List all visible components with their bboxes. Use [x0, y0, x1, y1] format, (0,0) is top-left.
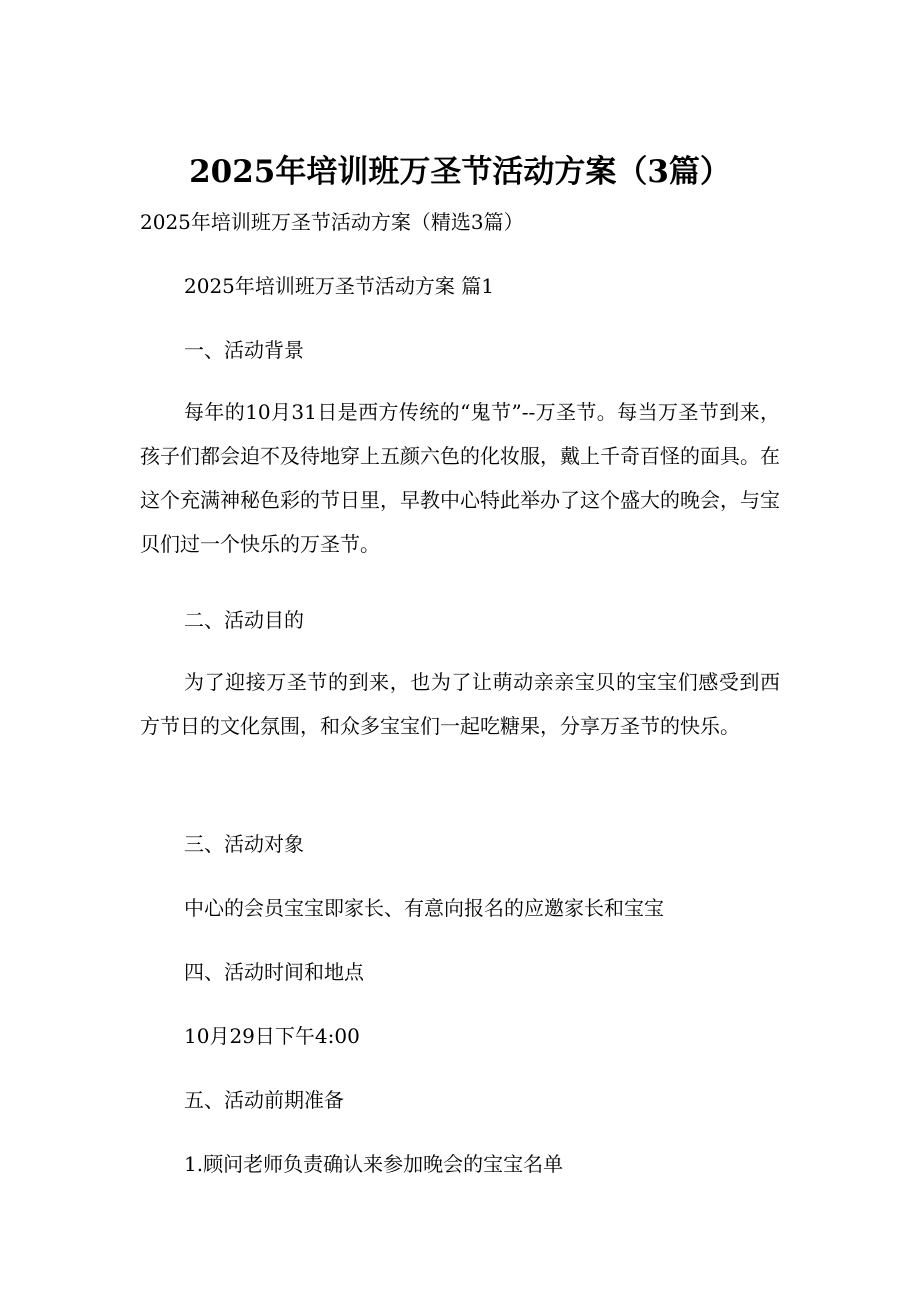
section-body-time-place: 10月29日下午4:00: [184, 1024, 360, 1048]
section-heading-purpose: 二、活动目的: [184, 608, 304, 632]
document-title: 2025年培训班万圣节活动方案（3篇）: [189, 154, 731, 190]
section-body-background: 每年的10月31日是西方传统的“鬼节”--万圣节。每当万圣节到来，孩子们都会迫不及待地穿上五颜六色的化妆服，戴上千奇百怪的面具。在这个充满神秘色彩的节日里，早教中心特此举办了这个盛大的晚会，与宝贝们过一个快乐的万圣节。: [140, 400, 780, 556]
section-heading-preparation: 五、活动前期准备: [184, 1088, 344, 1112]
document-subtitle: 2025年培训班万圣节活动方案（精选3篇）: [140, 210, 524, 234]
section-heading-audience: 三、活动对象: [184, 832, 304, 856]
section-body-audience: 中心的会员宝宝即家长、有意向报名的应邀家长和宝宝: [184, 896, 664, 920]
section-heading-time-place: 四、活动时间和地点: [184, 960, 364, 984]
section-body-purpose: 为了迎接万圣节的到来，也为了让萌动亲亲宝贝的宝宝们感受到西方节日的文化氛围，和众多宝宝们一起吃糖果，分享万圣节的快乐。: [140, 670, 780, 738]
preparation-item-1: 1.顾问老师负责确认来参加晚会的宝宝名单: [184, 1152, 564, 1176]
section-heading-background: 一、活动背景: [184, 338, 304, 362]
article-heading: 2025年培训班万圣节活动方案 篇1: [184, 274, 494, 298]
